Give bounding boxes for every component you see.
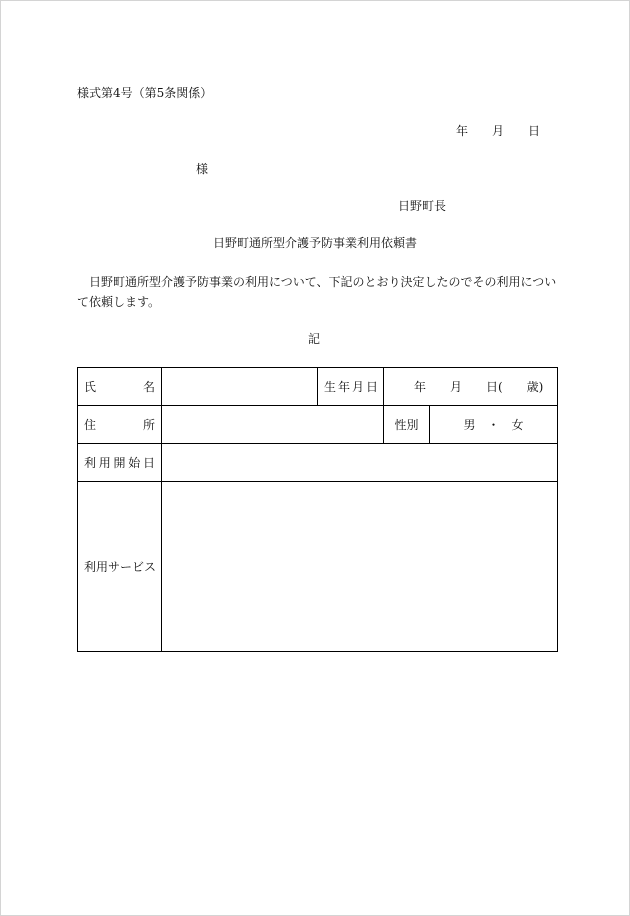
addressee-suffix: 様: [196, 162, 209, 176]
document-title: 日野町通所型介護予防事業利用依頼書: [212, 236, 417, 250]
start-label-cell: [78, 444, 162, 481]
sex-value: 男 ・ 女: [463, 417, 524, 432]
start-label: 利用開始日: [84, 455, 155, 470]
application-table: [77, 367, 558, 652]
service-value-cell: [162, 482, 557, 651]
address-value-cell: [162, 406, 384, 443]
form-number: 様式第4号（第5条関係）: [77, 86, 213, 100]
birth-value: 年 月 日( 歳): [414, 379, 544, 394]
service-label: 利用サービス: [84, 559, 157, 574]
sex-label: 性別: [394, 417, 419, 432]
name-label: 氏 名: [84, 379, 155, 394]
name-label-cell: [78, 368, 162, 405]
service-row: [78, 482, 557, 651]
name-value-cell: [162, 368, 318, 405]
sex-label-cell: [384, 406, 430, 443]
address-row: [78, 406, 557, 444]
birth-label: 生年月日: [324, 379, 378, 394]
sex-value-cell: [430, 406, 557, 443]
service-label-cell: [78, 482, 162, 651]
body-paragraph: 日野町通所型介護予防事業の利用について、下記のとおり決定したのでその利用について依頼します。: [77, 275, 557, 309]
start-value-cell: [162, 444, 557, 481]
name-row: [78, 368, 557, 406]
date-line: 年 月 日: [455, 124, 540, 138]
address-label: 住 所: [84, 417, 155, 432]
birth-value-cell: [384, 368, 557, 405]
birth-label-cell: [318, 368, 384, 405]
start-date-row: [78, 444, 557, 482]
address-label-cell: [78, 406, 162, 443]
issuer-name: 日野町長: [398, 199, 447, 213]
ki-heading: 記: [308, 332, 321, 346]
